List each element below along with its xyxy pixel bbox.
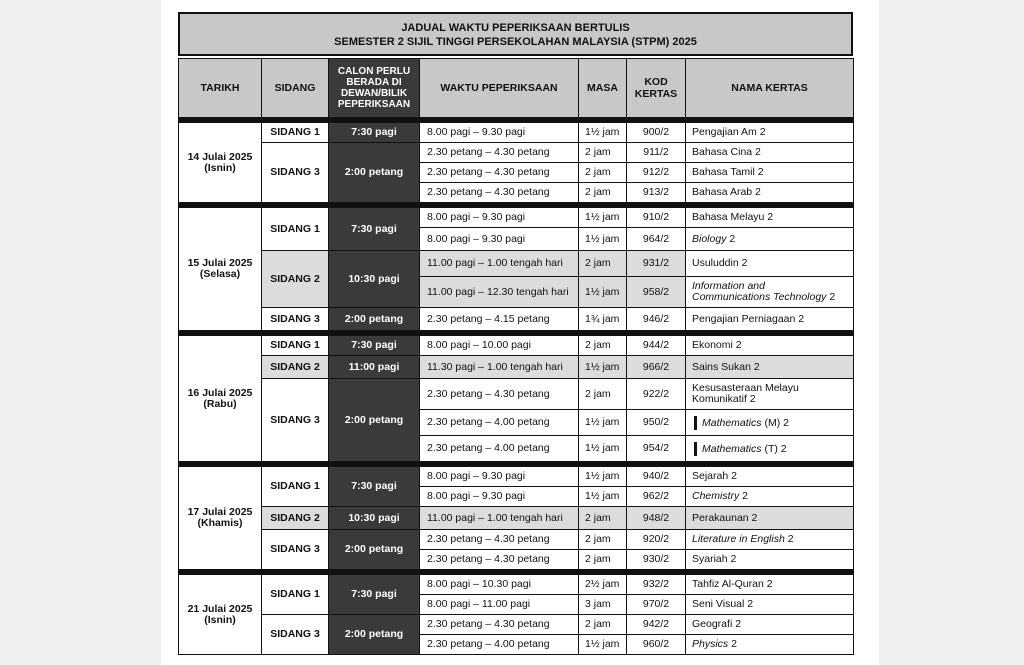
date-cell: 15 Julai 2025 (Selasa) <box>179 208 262 331</box>
session-label: SIDANG 1 <box>262 123 329 143</box>
exam-time: 2.30 petang – 4.30 petang <box>420 183 579 203</box>
paper-code: 944/2 <box>627 336 686 356</box>
exam-time: 8.00 pagi – 10.30 pagi <box>420 575 579 595</box>
report-time: 7:30 pagi <box>329 208 420 251</box>
session-label: SIDANG 1 <box>262 575 329 615</box>
paper-name: Tahfiz Al-Quran 2 <box>686 575 854 595</box>
exam-time: 8.00 pagi – 9.30 pagi <box>420 487 579 507</box>
exam-time: 2.30 petang – 4.30 petang <box>420 143 579 163</box>
exam-time: 2.30 petang – 4.30 petang <box>420 379 579 410</box>
table-row <box>179 467 854 487</box>
date-cell: 21 Julai 2025 (Isnin) <box>179 575 262 655</box>
table-row <box>179 379 854 410</box>
report-time: 2:00 petang <box>329 143 420 203</box>
paper-code: 911/2 <box>627 143 686 163</box>
paper-name: Mathematics (M) 2 <box>686 410 854 436</box>
table-row <box>179 507 854 530</box>
date-cell: 16 Julai 2025 (Rabu) <box>179 336 262 462</box>
paper-name: Bahasa Arab 2 <box>686 183 854 203</box>
paper-code: 954/2 <box>627 436 686 462</box>
report-time: 7:30 pagi <box>329 123 420 143</box>
table-row <box>179 308 854 331</box>
paper-code: 910/2 <box>627 208 686 228</box>
table-row <box>179 575 854 595</box>
header-kod: KOD KERTAS <box>627 59 686 118</box>
duration: 1½ jam <box>579 228 627 251</box>
session-label: SIDANG 2 <box>262 251 329 308</box>
duration: 2 jam <box>579 336 627 356</box>
table-row <box>179 336 854 356</box>
report-time: 10:30 pagi <box>329 507 420 530</box>
session-label: SIDANG 1 <box>262 208 329 251</box>
table-row <box>179 251 854 277</box>
duration: 2 jam <box>579 615 627 635</box>
session-label: SIDANG 1 <box>262 467 329 507</box>
duration: 1½ jam <box>579 467 627 487</box>
paper-code: 900/2 <box>627 123 686 143</box>
paper-code: 970/2 <box>627 595 686 615</box>
session-label: SIDANG 3 <box>262 308 329 331</box>
exam-time: 8.00 pagi – 11.00 pagi <box>420 595 579 615</box>
duration: 1¾ jam <box>579 308 627 331</box>
session-label: SIDANG 3 <box>262 143 329 203</box>
paper-name: Bahasa Tamil 2 <box>686 163 854 183</box>
paper-code: 966/2 <box>627 356 686 379</box>
duration: 1½ jam <box>579 487 627 507</box>
duration: 2 jam <box>579 163 627 183</box>
paper-name: Biology 2 <box>686 228 854 251</box>
exam-time: 11.00 pagi – 1.00 tengah hari <box>420 251 579 277</box>
duration: 2 jam <box>579 379 627 410</box>
paper-name: Syariah 2 <box>686 550 854 570</box>
document-title <box>178 12 853 56</box>
title-line-1: JADUAL WAKTU PEPERIKSAAN BERTULIS <box>401 22 630 34</box>
duration: 2 jam <box>579 507 627 530</box>
duration: 2 jam <box>579 183 627 203</box>
header-calon: CALON PERLU BERADA DI DEWAN/BILIK PEPERIKSAAN <box>329 59 420 118</box>
exam-time: 8.00 pagi – 9.30 pagi <box>420 123 579 143</box>
exam-time: 8.00 pagi – 9.30 pagi <box>420 228 579 251</box>
paper-code: 912/2 <box>627 163 686 183</box>
paper-code: 940/2 <box>627 467 686 487</box>
paper-name: Sains Sukan 2 <box>686 356 854 379</box>
exam-time: 11.30 pagi – 1.00 tengah hari <box>420 356 579 379</box>
table-row <box>179 208 854 228</box>
duration: 1½ jam <box>579 410 627 436</box>
table-row <box>179 615 854 635</box>
session-label: SIDANG 1 <box>262 336 329 356</box>
paper-code: 950/2 <box>627 410 686 436</box>
report-time: 7:30 pagi <box>329 467 420 507</box>
bracket-mark <box>694 442 697 456</box>
report-time: 11:00 pagi <box>329 356 420 379</box>
paper-name: Seni Visual 2 <box>686 595 854 615</box>
paper-name: Bahasa Melayu 2 <box>686 208 854 228</box>
paper-code: 922/2 <box>627 379 686 410</box>
paper-name: Usuluddin 2 <box>686 251 854 277</box>
header-waktu: WAKTU PEPERIKSAAN <box>420 59 579 118</box>
report-time: 10:30 pagi <box>329 251 420 308</box>
paper-name: Chemistry 2 <box>686 487 854 507</box>
exam-time: 2.30 petang – 4.00 petang <box>420 635 579 655</box>
exam-time: 2.30 petang – 4.00 petang <box>420 436 579 462</box>
paper-name: Ekonomi 2 <box>686 336 854 356</box>
duration: 2 jam <box>579 251 627 277</box>
paper-code: 960/2 <box>627 635 686 655</box>
paper-name: Bahasa Cina 2 <box>686 143 854 163</box>
exam-time: 8.00 pagi – 9.30 pagi <box>420 467 579 487</box>
paper-name: Pengajian Perniagaan 2 <box>686 308 854 331</box>
paper-code: 942/2 <box>627 615 686 635</box>
date-cell: 17 Julai 2025 (Khamis) <box>179 467 262 570</box>
title-line-2: SEMESTER 2 SIJIL TINGGI PERSEKOLAHAN MALAYSIA (STPM) 2025 <box>334 36 697 48</box>
paper-code: 958/2 <box>627 277 686 308</box>
paper-name: Pengajian Am 2 <box>686 123 854 143</box>
paper-code: 964/2 <box>627 228 686 251</box>
paper-name: Sejarah 2 <box>686 467 854 487</box>
duration: 1½ jam <box>579 356 627 379</box>
paper-name: Physics 2 <box>686 635 854 655</box>
header-row <box>179 59 854 118</box>
session-label: SIDANG 3 <box>262 615 329 655</box>
paper-code: 930/2 <box>627 550 686 570</box>
header-tarikh: TARIKH <box>179 59 262 118</box>
table-row <box>179 143 854 163</box>
paper-name: Perakaunan 2 <box>686 507 854 530</box>
paper-code: 920/2 <box>627 530 686 550</box>
duration: 2 jam <box>579 550 627 570</box>
header-sidang: SIDANG <box>262 59 329 118</box>
report-time: 7:30 pagi <box>329 336 420 356</box>
paper-code: 948/2 <box>627 507 686 530</box>
exam-time: 11.00 pagi – 12.30 tengah hari <box>420 277 579 308</box>
paper-code: 932/2 <box>627 575 686 595</box>
report-time: 2:00 petang <box>329 308 420 331</box>
report-time: 2:00 petang <box>329 615 420 655</box>
duration: 1½ jam <box>579 635 627 655</box>
duration: 2½ jam <box>579 575 627 595</box>
duration: 2 jam <box>579 143 627 163</box>
exam-timetable <box>178 58 854 655</box>
paper-code: 913/2 <box>627 183 686 203</box>
exam-time: 2.30 petang – 4.30 petang <box>420 163 579 183</box>
report-time: 7:30 pagi <box>329 575 420 615</box>
header-masa: MASA <box>579 59 627 118</box>
exam-time: 2.30 petang – 4.00 petang <box>420 410 579 436</box>
paper-code: 931/2 <box>627 251 686 277</box>
exam-time: 2.30 petang – 4.15 petang <box>420 308 579 331</box>
duration: 1½ jam <box>579 436 627 462</box>
duration: 1½ jam <box>579 123 627 143</box>
bracket-mark <box>694 416 697 430</box>
table-row <box>179 123 854 143</box>
paper-code: 946/2 <box>627 308 686 331</box>
exam-time: 8.00 pagi – 10.00 pagi <box>420 336 579 356</box>
table-row <box>179 530 854 550</box>
report-time: 2:00 petang <box>329 530 420 570</box>
exam-time: 2.30 petang – 4.30 petang <box>420 550 579 570</box>
session-label: SIDANG 2 <box>262 356 329 379</box>
report-time: 2:00 petang <box>329 379 420 462</box>
paper-name: Information and Communications Technology 2 <box>686 277 854 308</box>
paper-name: Geografi 2 <box>686 615 854 635</box>
session-label: SIDANG 3 <box>262 379 329 462</box>
session-label: SIDANG 3 <box>262 530 329 570</box>
exam-time: 2.30 petang – 4.30 petang <box>420 615 579 635</box>
duration: 2 jam <box>579 530 627 550</box>
paper-name: Mathematics (T) 2 <box>686 436 854 462</box>
exam-time: 11.00 pagi – 1.00 tengah hari <box>420 507 579 530</box>
exam-time: 2.30 petang – 4.30 petang <box>420 530 579 550</box>
date-cell: 14 Julai 2025 (Isnin) <box>179 123 262 203</box>
exam-time: 8.00 pagi – 9.30 pagi <box>420 208 579 228</box>
session-label: SIDANG 2 <box>262 507 329 530</box>
paper-name: Kesusasteraan Melayu Komunikatif 2 <box>686 379 854 410</box>
paper-name: Literature in English 2 <box>686 530 854 550</box>
header-nama: NAMA KERTAS <box>686 59 854 118</box>
duration: 1½ jam <box>579 208 627 228</box>
duration: 1½ jam <box>579 277 627 308</box>
table-row <box>179 356 854 379</box>
duration: 3 jam <box>579 595 627 615</box>
paper-code: 962/2 <box>627 487 686 507</box>
